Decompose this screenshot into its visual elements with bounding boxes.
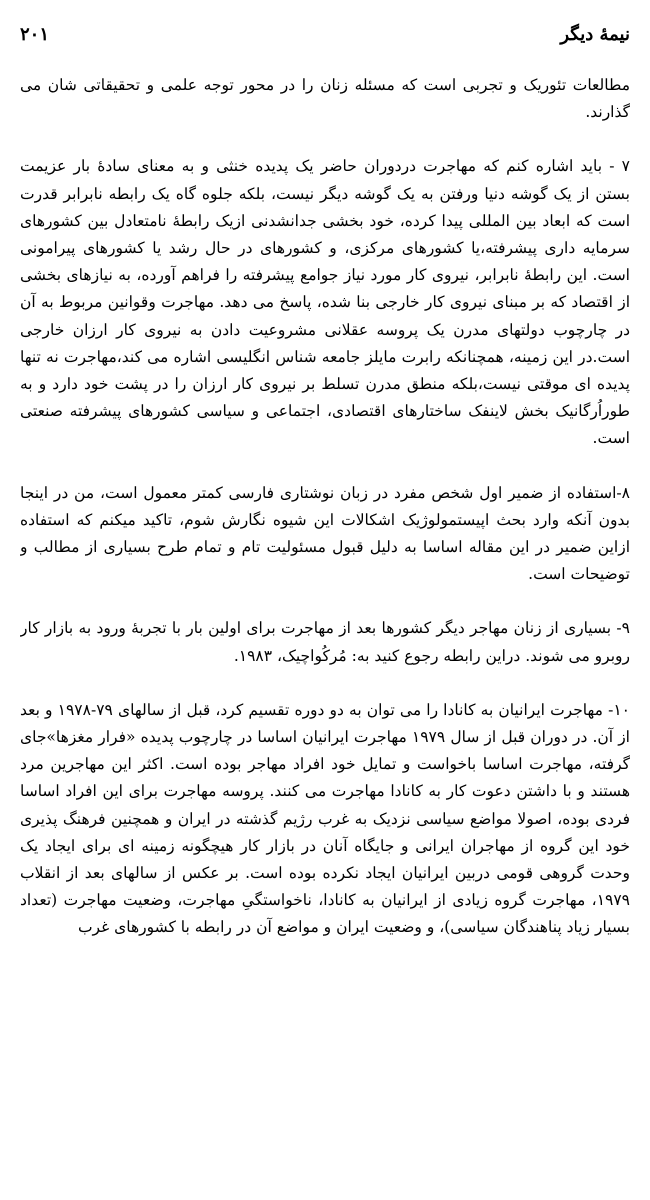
paragraph-continuation: مطالعات تئوریک و تجربی است که مسئله زنان را در محور توجه علمی و تحقیقاتی شان می گذارند. [20, 76, 630, 122]
footnote-7: ۷ - باید اشاره کنم که مهاجرت دردوران حاضر یک پدیده خنثی و به معنای سادهٔ بار عزیمت بستن از یک گوشه دنیا ورفتن به یک گوشه دیگر نیست، بلکه جلوه گاه یک رابطه نابرابر قدرت است که ابعاد بین المللی پیدا کرده، خود بخشی جدانشدنی ازیک رابطهٔ نامتعادل بین کشورهای سرمایه داری پیشرفته،یا کشورهای مرکزی، و کشورهای در حال رشد یا کشورهای پیرامونی است. این رابطهٔ نابرابر، نیروی کار مورد نیاز جوامع پیشرفته را فراهم آورده، به نیازهای بخشی از اقتصاد که بر مبنای نیروی کار خارجی بنا شده، پاسخ می دهد. مهاجرت وقوانین مربوط به آن در چارچوب دولتهای مدرن یک پروسه عقلانی مشروعیت دادن به نیروی کار ارزان خارجی است.در این زمینه، همچنانکه رابرت مایلز جامعه شناس انگلیسی اشاره می کند،مهاجرت نه تنها پدیده ای موقتی نیست،بلکه منطق مدرن تسلط بر نیروی کار ارزان را در پشت خود دارد و به طوراُرگانیک بخش لاینفک ساختارهای اقتصادی، اجتماعی و سیاسی کشورهای پیشرفته صنعتی است. [20, 157, 630, 448]
page-body [20, 72, 630, 942]
footnote-9: ۹- بسیاری از زنان مهاجر دیگر کشورها بعد از مهاجرت برای اولین بار با تجربهٔ ورود به بازار کار روبرو می شوند. دراین رابطه رجوع کنید به: مُرکُواچیک، ۱۹۸۳. [20, 619, 630, 665]
document-page [20, 20, 630, 1180]
page-header [20, 20, 630, 50]
running-title: نیمهٔ دیگر [560, 24, 630, 45]
page-number: ۲۰۱ [20, 24, 50, 45]
footnote-10: ۱۰- مهاجرت ایرانیان به کانادا را می توان به دو دوره تقسیم کرد، قبل از سالهای ۷۹-۱۹۷۸ و بعد از آن. در دوران قبل از سال ۱۹۷۹ مهاجرت ایرانیان اساسا در چارچوب پدیده «فرار مغزها»جای گرفته، مهاجرت اساسا باخواست و تمایل خود افراد مهاجر بوده است. اکثر این مهاجرین مرد هستند و با داشتن دعوت کار به کانادا مهاجرت می کنند. پروسه مهاجرت برای این افراد اساسا فردی بوده، اصولا مواضع سیاسی نزدیک به غرب رژیم گذشته در ایران و همچنین فرهنگ پذیری خود این گروه از مهاجران ایرانی و جایگاه آنان در بازار کار هیچگونه زمینه ای برای ایجاد یک وحدت گروهی قومی دربین ایرانیان ایجاد نکرده بوده است. بر عکس از سالهای بعد از انقلاب ۱۹۷۹، مهاجرت گروه زیادی از ایرانیان به کانادا، ناخواستگیِ مهاجرت، وضعیت مهاجرت (تعداد بسیار زیاد پناهندگان سیاسی)، و وضعیت ایران و مواضع آن در رابطه با کشورهای غرب [20, 700, 630, 937]
footnote-8: ۸-استفاده از ضمیر اول شخص مفرد در زبان نوشتاری فارسی کمتر معمول است، من در اینجا بدون آنکه وارد بحث اپیستمولوژیک اشکالات این شیوه نگارش شوم، تاکید میکنم که استفاده ازاین ضمیر در این مقاله اساسا به دلیل قبول مسئولیت تام و تمام طرح بسیاری از مطالب و توضیحات است. [20, 483, 630, 584]
